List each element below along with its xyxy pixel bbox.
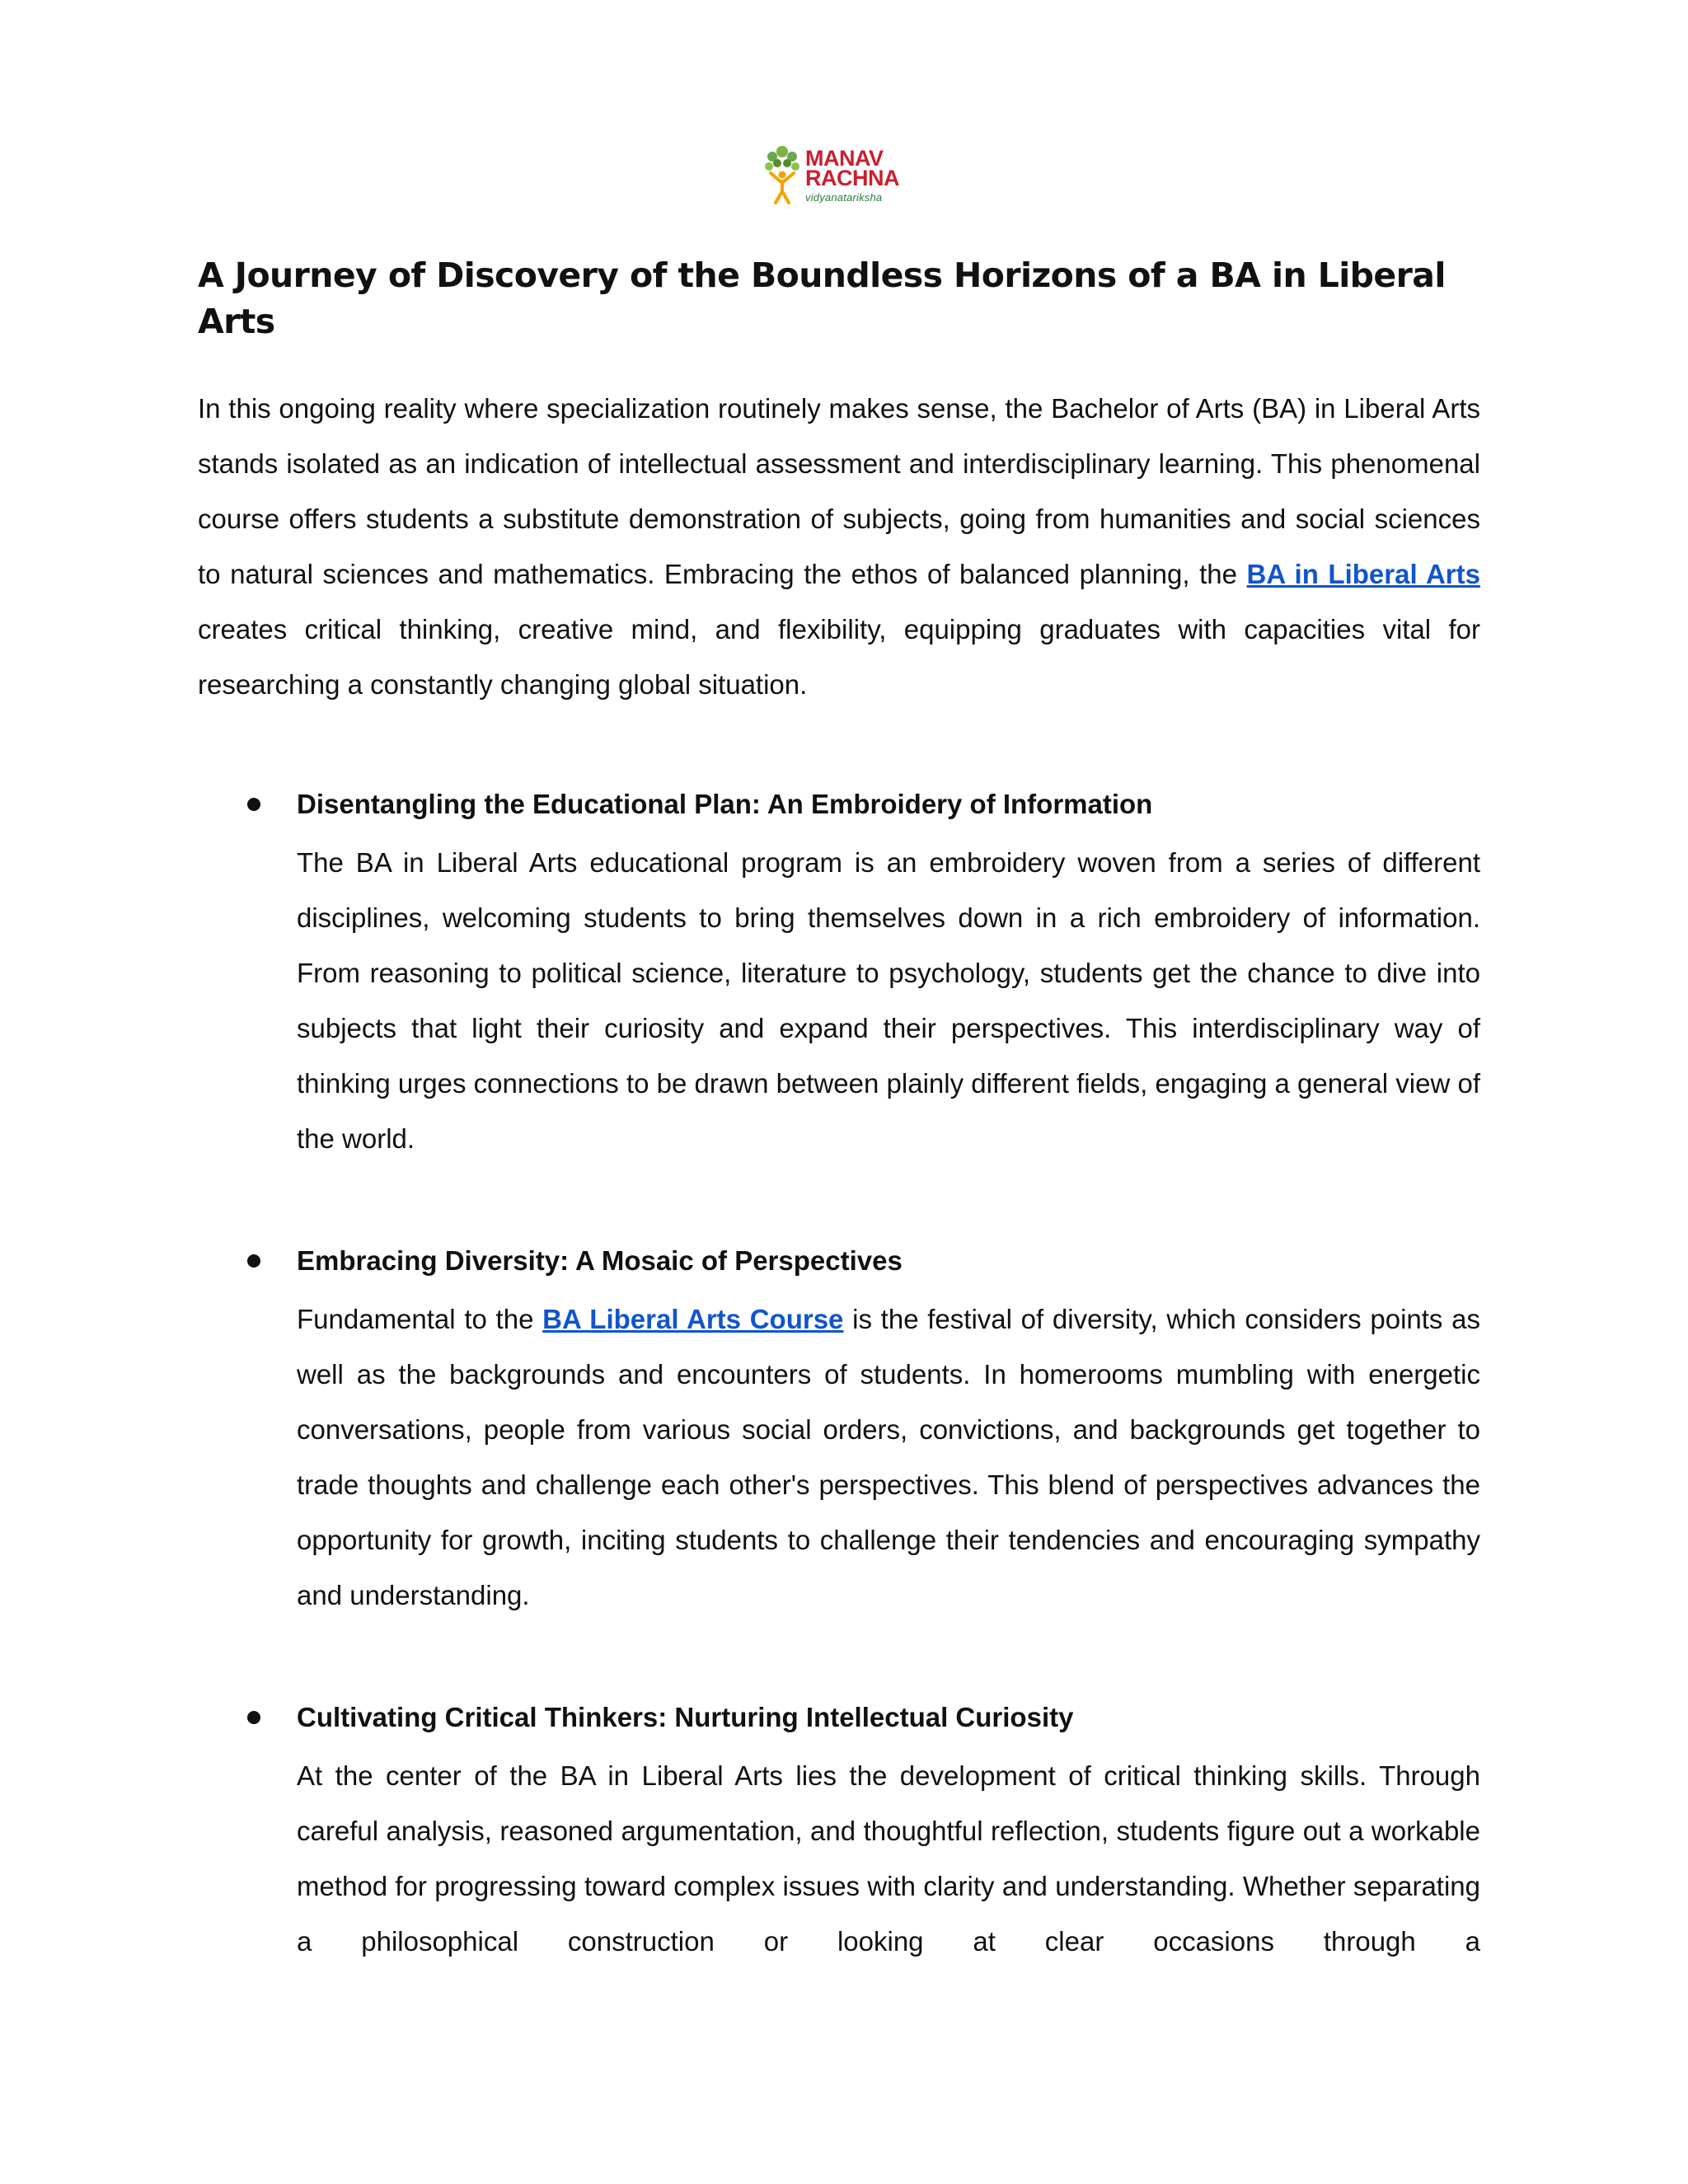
intro-paragraph — [198, 381, 1480, 712]
logo-line-1: MANAV — [805, 146, 884, 171]
bullet-icon — [247, 1711, 260, 1724]
bullet-icon — [247, 798, 260, 811]
bullet-heading: Cultivating Critical Thinkers: Nurturing Intellectual Curiosity — [297, 1702, 1074, 1732]
bullet-heading: Disentangling the Educational Plan: An Embroidery of Information — [297, 789, 1153, 819]
bullet-body: At the center of the BA in Liberal Arts lies the development of critical thinking skills. Through careful analysis, reasoned argumentation, and thoughtful reflection, students figure out a workable method for progressing toward complex issues with clarity and understanding. Whether separating a philosophical construction or looking at clear occasions through a — [297, 1760, 1480, 1957]
intro-text-1: In this ongoing reality where specialization routinely makes sense, the Bachelor of Arts (BA) in Liberal Arts stands isolated as an indication of intellectual assessment and interdisciplinary learning. This phenomenal course offers students a substitute demonstration of subjects, going from humanities and social sciences to natural sciences and mathematics. Embracing the ethos of balanced planning, the — [198, 393, 1480, 589]
bullet-heading: Embracing Diversity: A Mosaic of Perspectives — [297, 1245, 903, 1276]
manav-rachna-logo — [762, 145, 911, 208]
logo-line-2: RACHNA — [805, 166, 899, 190]
ba-liberal-arts-link[interactable]: BA in Liberal Arts — [1246, 559, 1480, 589]
bullet-icon — [247, 1254, 260, 1268]
logo-tagline: vidyanatariksha — [805, 191, 883, 204]
intro-text-2: creates critical thinking, creative mind, and flexibility, equipping graduates with capacities vital for researching a constantly changing global situation. — [198, 614, 1480, 700]
bullet-body-text-2: is the festival of diversity, which considers points as well as the backgrounds and encounters of students. In homerooms mumbling with energetic conversations, people from various social orders, convictions, and backgrounds get together to trade thoughts and challenge each other's perspectives. This blend of perspectives advances the opportunity for growth, inciting students to challenge their tendencies and encouraging sympathy and understanding. — [297, 1304, 1480, 1610]
logo-wordmark — [805, 148, 899, 188]
ba-liberal-arts-course-link[interactable]: BA Liberal Arts Course — [542, 1304, 844, 1334]
bullet-body-text-1: Fundamental to the — [297, 1304, 543, 1334]
bullet-body: The BA in Liberal Arts educational program is an embroidery woven from a series of different disciplines, welcoming students to bring themselves down in a rich embroidery of information. From reasoning to political science, literature to psychology, students get the chance to dive into subjects that light their curiosity and expand their perspectives. This interdisciplinary way of thinking urges connections to be drawn between plainly different fields, engaging a general view of the world. — [297, 847, 1480, 1154]
page-title: A Journey of Discovery of the Boundless Horizons of a BA in Liberal Arts — [198, 255, 1446, 341]
tree-figure-icon — [762, 145, 804, 208]
bullet-body — [297, 1291, 1480, 1623]
